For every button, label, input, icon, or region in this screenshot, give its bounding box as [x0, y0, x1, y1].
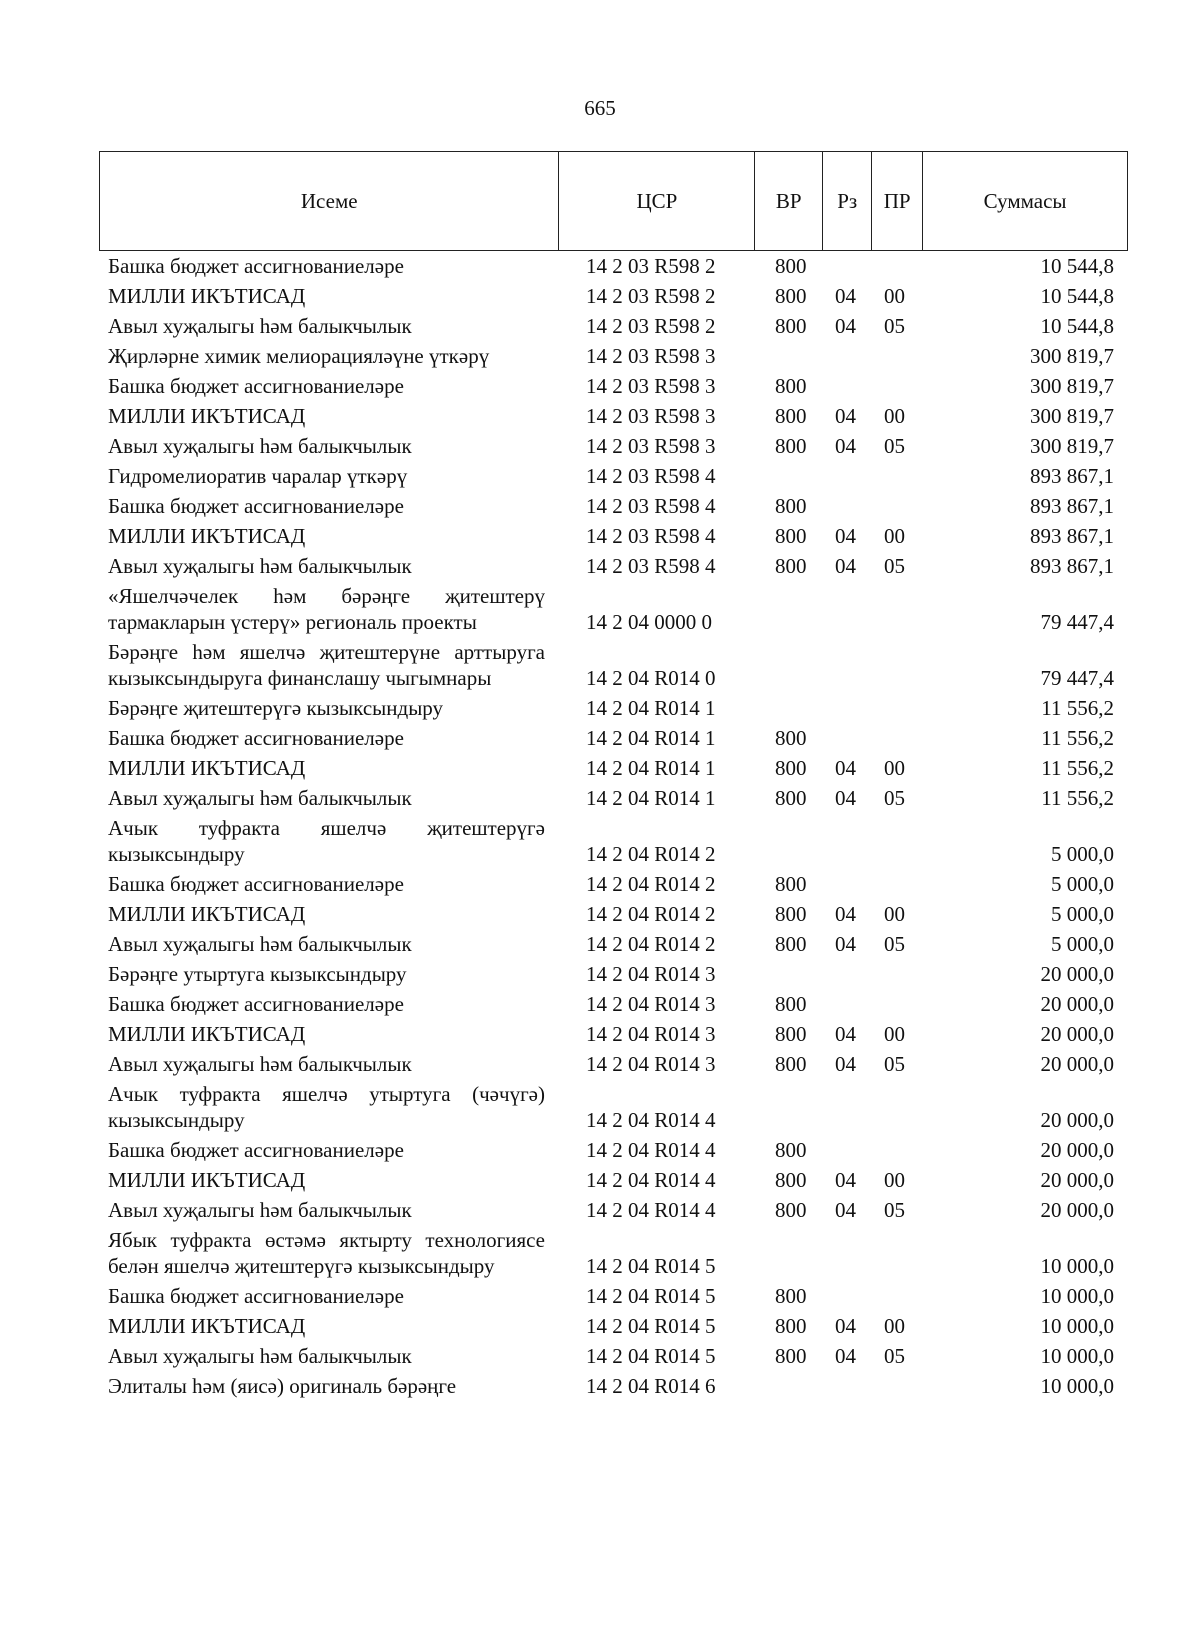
cell-name: Ачык туфракта яшелчә утыртуга (чәчүгә) кызыксындыру	[108, 1082, 545, 1132]
cell-sum: 11 556,2	[1041, 696, 1114, 720]
cell-pr	[872, 491, 923, 521]
table-row	[99, 723, 1128, 753]
table-row	[99, 281, 1128, 311]
cell-rz	[823, 371, 872, 401]
cell-pr	[872, 1225, 923, 1281]
cell-pr: 00	[884, 284, 905, 308]
cell-vr: 800	[775, 756, 807, 780]
cell-pr: 05	[884, 1052, 905, 1076]
cell-sum: 300 819,7	[1030, 434, 1114, 458]
cell-name: Бәрәңге һәм яшелчә җитештерүне арттыруга кызыксындыруга финанслашу чыгымнары	[108, 640, 545, 690]
cell-pr	[872, 1371, 923, 1401]
cell-name: Авыл хуҗалыгы һәм балыкчылык	[108, 434, 412, 458]
table-row	[99, 461, 1128, 491]
header-name: Исеме	[100, 152, 559, 251]
cell-csr: 14 2 04 R014 2	[586, 902, 716, 926]
cell-name: МИЛЛИ ИКЪТИСАД	[108, 1022, 306, 1046]
cell-pr	[872, 371, 923, 401]
cell-pr: 05	[884, 1198, 905, 1222]
table-row	[99, 1311, 1128, 1341]
cell-sum: 20 000,0	[1040, 1022, 1114, 1046]
cell-vr: 800	[775, 404, 807, 428]
cell-name: МИЛЛИ ИКЪТИСАД	[108, 284, 306, 308]
cell-csr: 14 2 04 R014 3	[586, 992, 716, 1016]
cell-vr	[755, 959, 823, 989]
cell-pr	[872, 723, 923, 753]
cell-csr: 14 2 03 R598 4	[586, 554, 716, 578]
cell-sum: 10 000,0	[1040, 1284, 1114, 1308]
cell-vr	[755, 581, 823, 637]
table-row	[99, 1341, 1128, 1371]
cell-csr: 14 2 04 R014 2	[586, 872, 716, 896]
cell-name: Авыл хуҗалыгы һәм балыкчылык	[108, 1344, 412, 1368]
cell-vr: 800	[775, 554, 807, 578]
cell-pr	[872, 693, 923, 723]
cell-vr: 800	[775, 1198, 807, 1222]
cell-csr: 14 2 03 R598 2	[586, 284, 716, 308]
cell-sum: 79 447,4	[1040, 610, 1114, 634]
cell-name: МИЛЛИ ИКЪТИСАД	[108, 524, 306, 548]
cell-csr: 14 2 04 R014 1	[586, 786, 716, 810]
cell-rz	[823, 723, 872, 753]
cell-csr: 14 2 04 R014 4	[586, 1108, 716, 1132]
cell-csr: 14 2 04 R014 4	[586, 1168, 716, 1192]
cell-rz	[823, 461, 872, 491]
cell-sum: 10 000,0	[1040, 1374, 1114, 1398]
cell-sum: 11 556,2	[1041, 726, 1114, 750]
cell-csr: 14 2 04 R014 0	[586, 666, 716, 690]
cell-pr: 00	[884, 1314, 905, 1338]
cell-sum: 5 000,0	[1051, 842, 1114, 866]
cell-vr	[755, 813, 823, 869]
cell-csr: 14 2 04 R014 5	[586, 1284, 716, 1308]
cell-name: Башка бюджет ассигнованиеләре	[108, 494, 404, 518]
cell-name: Авыл хуҗалыгы һәм балыкчылык	[108, 554, 412, 578]
cell-sum: 5 000,0	[1051, 902, 1114, 926]
cell-name: Авыл хуҗалыгы һәм балыкчылык	[108, 932, 412, 956]
cell-rz: 04	[835, 1022, 856, 1046]
cell-name: Авыл хуҗалыгы һәм балыкчылык	[108, 314, 412, 338]
cell-sum: 5 000,0	[1051, 872, 1114, 896]
cell-name: Бәрәңге җитештерүгә кызыксындыру	[108, 696, 444, 720]
cell-rz: 04	[835, 314, 856, 338]
cell-name: Башка бюджет ассигнованиеләре	[108, 374, 404, 398]
cell-sum: 20 000,0	[1040, 1138, 1114, 1162]
cell-rz: 04	[835, 284, 856, 308]
table-row	[99, 521, 1128, 551]
cell-sum: 20 000,0	[1040, 1108, 1114, 1132]
cell-rz	[823, 959, 872, 989]
table-row	[99, 1019, 1128, 1049]
cell-sum: 10 544,8	[1040, 254, 1114, 278]
cell-sum: 5 000,0	[1051, 932, 1114, 956]
cell-csr: 14 2 03 R598 2	[586, 314, 716, 338]
cell-name: Гидромелиоратив чаралар үткәрү	[108, 464, 408, 488]
cell-pr: 00	[884, 524, 905, 548]
cell-sum: 10 544,8	[1040, 284, 1114, 308]
cell-pr: 00	[884, 1168, 905, 1192]
cell-vr	[755, 637, 823, 693]
table-row	[99, 371, 1128, 401]
cell-vr: 800	[775, 726, 807, 750]
page-number: 665	[584, 96, 616, 120]
cell-rz	[823, 341, 872, 371]
cell-vr: 800	[775, 1344, 807, 1368]
table-row	[99, 869, 1128, 899]
budget-table-body	[99, 251, 1128, 1401]
table-header	[99, 151, 1128, 251]
cell-vr: 800	[775, 434, 807, 458]
cell-sum: 893 867,1	[1030, 494, 1114, 518]
cell-name: Башка бюджет ассигнованиеләре	[108, 726, 404, 750]
cell-pr: 05	[884, 932, 905, 956]
cell-sum: 20 000,0	[1040, 1198, 1114, 1222]
cell-csr: 14 2 03 R598 3	[586, 434, 716, 458]
cell-pr	[872, 813, 923, 869]
cell-vr: 800	[775, 374, 807, 398]
cell-sum: 10 000,0	[1040, 1314, 1114, 1338]
cell-vr	[755, 461, 823, 491]
table-row	[99, 693, 1128, 723]
cell-name: Ачык туфракта яшелчә җитештерүгә кызыксындыру	[108, 816, 545, 866]
cell-csr: 14 2 04 R014 3	[586, 1052, 716, 1076]
cell-vr: 800	[775, 1138, 807, 1162]
cell-name: Элиталы һәм (яисә) оригиналь бәрәңге	[108, 1374, 457, 1398]
cell-name: МИЛЛИ ИКЪТИСАД	[108, 404, 306, 428]
cell-pr	[872, 989, 923, 1019]
cell-rz	[823, 251, 872, 281]
cell-vr: 800	[775, 992, 807, 1016]
cell-pr	[872, 251, 923, 281]
cell-rz	[823, 1135, 872, 1165]
cell-vr: 800	[775, 902, 807, 926]
cell-rz	[823, 581, 872, 637]
cell-pr	[872, 581, 923, 637]
cell-vr: 800	[775, 872, 807, 896]
table-row	[99, 637, 1128, 693]
cell-name: Башка бюджет ассигнованиеләре	[108, 1284, 404, 1308]
cell-rz: 04	[835, 1168, 856, 1192]
cell-vr: 800	[775, 1284, 807, 1308]
cell-csr: 14 2 03 R598 4	[586, 464, 716, 488]
cell-pr	[872, 341, 923, 371]
table-row	[99, 551, 1128, 581]
table-row	[99, 1135, 1128, 1165]
cell-rz: 04	[835, 524, 856, 548]
cell-vr	[755, 693, 823, 723]
cell-vr: 800	[775, 494, 807, 518]
cell-rz: 04	[835, 756, 856, 780]
cell-csr: 14 2 04 R014 5	[586, 1344, 716, 1368]
cell-rz: 04	[835, 434, 856, 458]
cell-pr	[872, 869, 923, 899]
table-row	[99, 813, 1128, 869]
cell-rz	[823, 989, 872, 1019]
cell-csr: 14 2 04 R014 5	[586, 1254, 716, 1278]
cell-pr: 05	[884, 1344, 905, 1368]
cell-sum: 300 819,7	[1030, 344, 1114, 368]
table-row	[99, 1225, 1128, 1281]
cell-csr: 14 2 03 R598 3	[586, 374, 716, 398]
table-row	[99, 899, 1128, 929]
table-row	[99, 959, 1128, 989]
cell-name: Башка бюджет ассигнованиеләре	[108, 254, 404, 278]
cell-pr	[872, 1079, 923, 1135]
cell-rz: 04	[835, 786, 856, 810]
table-row	[99, 1079, 1128, 1135]
header-pr: ПР	[872, 152, 923, 251]
table-row	[99, 783, 1128, 813]
cell-vr	[755, 1079, 823, 1135]
cell-sum: 10 544,8	[1040, 314, 1114, 338]
table-row	[99, 341, 1128, 371]
cell-vr: 800	[775, 314, 807, 338]
cell-sum: 11 556,2	[1041, 756, 1114, 780]
cell-vr	[755, 1371, 823, 1401]
cell-vr: 800	[775, 932, 807, 956]
cell-vr: 800	[775, 1314, 807, 1338]
cell-rz: 04	[835, 1314, 856, 1338]
table-row	[99, 431, 1128, 461]
cell-name: Башка бюджет ассигнованиеләре	[108, 872, 404, 896]
cell-csr: 14 2 03 R598 4	[586, 524, 716, 548]
cell-name: «Яшелчәчелек һәм бәрәңге җитештерү тармакларын үстерү» региональ проекты	[108, 584, 545, 634]
cell-pr	[872, 637, 923, 693]
cell-rz	[823, 1371, 872, 1401]
table-row	[99, 311, 1128, 341]
cell-csr: 14 2 04 R014 3	[586, 1022, 716, 1046]
header-vr: ВР	[755, 152, 823, 251]
cell-csr: 14 2 04 R014 6	[586, 1374, 716, 1398]
table-row	[99, 251, 1128, 281]
cell-name: МИЛЛИ ИКЪТИСАД	[108, 1314, 306, 1338]
table-row	[99, 491, 1128, 521]
cell-name: Авыл хуҗалыгы һәм балыкчылык	[108, 1198, 412, 1222]
cell-rz: 04	[835, 1344, 856, 1368]
cell-csr: 14 2 04 0000 0	[586, 610, 712, 634]
header-sum: Суммасы	[923, 152, 1128, 251]
cell-sum: 300 819,7	[1030, 404, 1114, 428]
cell-pr: 00	[884, 1022, 905, 1046]
cell-rz: 04	[835, 932, 856, 956]
cell-name: Авыл хуҗалыгы һәм балыкчылык	[108, 786, 412, 810]
cell-rz: 04	[835, 902, 856, 926]
cell-name: Башка бюджет ассигнованиеләре	[108, 1138, 404, 1162]
header-csr: ЦСР	[559, 152, 755, 251]
cell-sum: 11 556,2	[1041, 786, 1114, 810]
cell-csr: 14 2 03 R598 2	[586, 254, 716, 278]
cell-pr	[872, 461, 923, 491]
cell-csr: 14 2 03 R598 3	[586, 404, 716, 428]
cell-pr: 05	[884, 434, 905, 458]
cell-pr: 00	[884, 902, 905, 926]
cell-pr	[872, 1135, 923, 1165]
table-row	[99, 1281, 1128, 1311]
cell-csr: 14 2 04 R014 4	[586, 1138, 716, 1162]
cell-name: МИЛЛИ ИКЪТИСАД	[108, 756, 306, 780]
cell-pr: 05	[884, 786, 905, 810]
cell-vr: 800	[775, 254, 807, 278]
table-row	[99, 1371, 1128, 1401]
cell-csr: 14 2 04 R014 1	[586, 726, 716, 750]
cell-sum: 300 819,7	[1030, 374, 1114, 398]
cell-name: Авыл хуҗалыгы һәм балыкчылык	[108, 1052, 412, 1076]
cell-name: Башка бюджет ассигнованиеләре	[108, 992, 404, 1016]
cell-csr: 14 2 03 R598 3	[586, 344, 716, 368]
cell-rz: 04	[835, 1052, 856, 1076]
cell-vr: 800	[775, 1052, 807, 1076]
cell-rz	[823, 693, 872, 723]
table-row	[99, 929, 1128, 959]
cell-rz	[823, 491, 872, 521]
cell-vr: 800	[775, 524, 807, 548]
table-row	[99, 401, 1128, 431]
cell-vr	[755, 1225, 823, 1281]
cell-name: Җирләрне химик мелиорацияләүне үткәрү	[108, 344, 490, 368]
cell-csr: 14 2 04 R014 4	[586, 1198, 716, 1222]
table-row	[99, 581, 1128, 637]
cell-rz: 04	[835, 1198, 856, 1222]
cell-name: Бәрәңге утыртуга кызыксындыру	[108, 962, 407, 986]
cell-csr: 14 2 04 R014 3	[586, 962, 716, 986]
cell-vr: 800	[775, 1168, 807, 1192]
cell-rz	[823, 869, 872, 899]
cell-csr: 14 2 04 R014 5	[586, 1314, 716, 1338]
cell-pr: 00	[884, 404, 905, 428]
cell-rz: 04	[835, 554, 856, 578]
cell-name: МИЛЛИ ИКЪТИСАД	[108, 902, 306, 926]
cell-sum: 893 867,1	[1030, 554, 1114, 578]
table-row	[99, 1195, 1128, 1225]
cell-sum: 893 867,1	[1030, 464, 1114, 488]
cell-rz	[823, 637, 872, 693]
cell-name: МИЛЛИ ИКЪТИСАД	[108, 1168, 306, 1192]
budget-table	[99, 251, 1128, 1401]
cell-csr: 14 2 03 R598 4	[586, 494, 716, 518]
cell-name: Ябык туфракта өстәмә яктырту технологиясе белән яшелчә җитештерүгә кызыксындыру	[108, 1228, 545, 1278]
cell-pr	[872, 959, 923, 989]
cell-vr: 800	[775, 284, 807, 308]
cell-rz	[823, 1225, 872, 1281]
cell-pr: 05	[884, 314, 905, 338]
cell-sum: 10 000,0	[1040, 1344, 1114, 1368]
cell-pr	[872, 1281, 923, 1311]
cell-sum: 20 000,0	[1040, 1168, 1114, 1192]
cell-csr: 14 2 04 R014 1	[586, 756, 716, 780]
table-row	[99, 1165, 1128, 1195]
cell-sum: 79 447,4	[1040, 666, 1114, 690]
cell-csr: 14 2 04 R014 2	[586, 932, 716, 956]
cell-sum: 10 000,0	[1040, 1254, 1114, 1278]
cell-sum: 20 000,0	[1040, 1052, 1114, 1076]
cell-vr: 800	[775, 1022, 807, 1046]
cell-csr: 14 2 04 R014 2	[586, 842, 716, 866]
table-row	[99, 753, 1128, 783]
cell-vr: 800	[775, 786, 807, 810]
table-row	[99, 989, 1128, 1019]
cell-pr: 05	[884, 554, 905, 578]
cell-rz	[823, 1079, 872, 1135]
cell-csr: 14 2 04 R014 1	[586, 696, 716, 720]
cell-rz: 04	[835, 404, 856, 428]
cell-sum: 20 000,0	[1040, 962, 1114, 986]
cell-sum: 20 000,0	[1040, 992, 1114, 1016]
header-rz: Рз	[823, 152, 872, 251]
cell-sum: 893 867,1	[1030, 524, 1114, 548]
table-row	[99, 1049, 1128, 1079]
cell-vr	[755, 341, 823, 371]
cell-pr: 00	[884, 756, 905, 780]
cell-rz	[823, 1281, 872, 1311]
cell-rz	[823, 813, 872, 869]
